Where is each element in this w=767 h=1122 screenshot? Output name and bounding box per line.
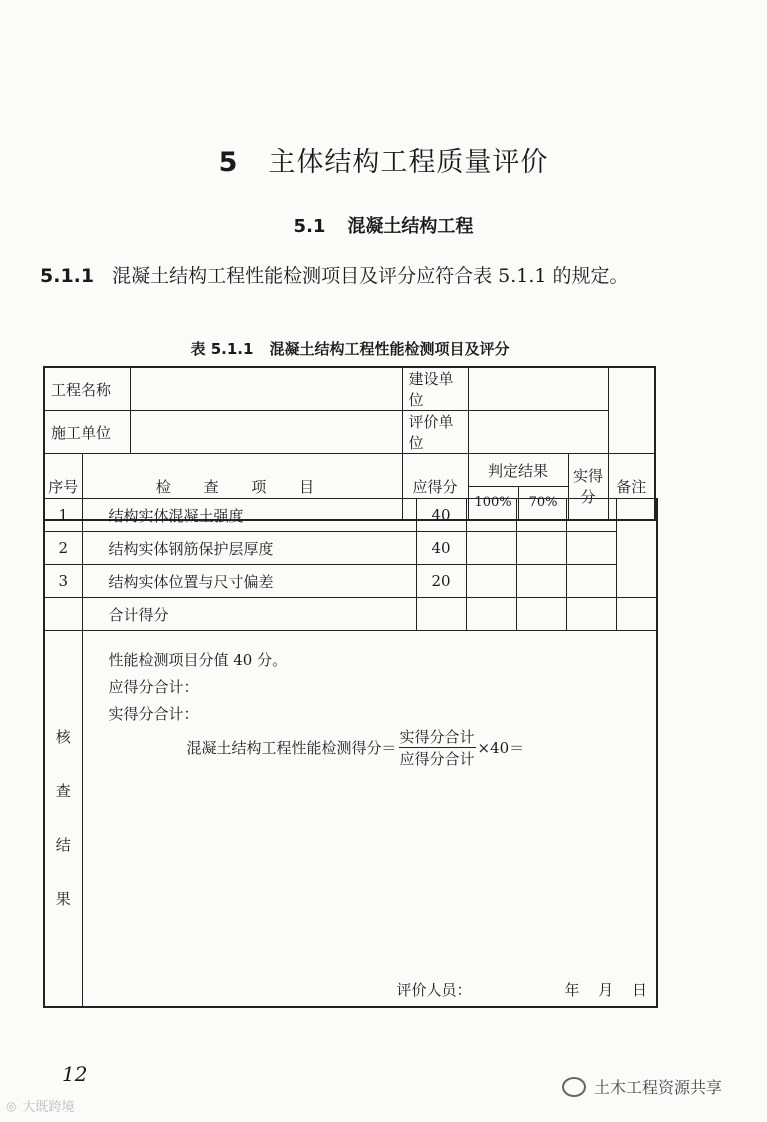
chapter-title: 主体结构工程质量评价 bbox=[268, 147, 549, 178]
table-row bbox=[44, 411, 655, 454]
row-score: 20 bbox=[416, 565, 466, 598]
evaluator-field[interactable] bbox=[468, 411, 608, 454]
score-formula bbox=[187, 726, 525, 769]
formula-fraction bbox=[399, 726, 476, 769]
total-remark-cell[interactable] bbox=[616, 598, 657, 631]
date-label: 年 月 日 bbox=[564, 981, 648, 999]
section-heading bbox=[0, 212, 767, 238]
constructor-field[interactable] bbox=[130, 411, 402, 454]
table-row bbox=[44, 565, 657, 598]
due-score-header: 应得分 bbox=[402, 454, 468, 520]
logo-icon: ◎ bbox=[6, 1098, 17, 1113]
total-pct100-cell[interactable] bbox=[466, 598, 516, 631]
row-item: 结构实体钢筋保护层厚度 bbox=[82, 532, 416, 565]
remark-header: 备注 bbox=[608, 454, 655, 520]
clause-text: 混凝土结构工程性能检测项目及评分应符合表 5.1.1 的规定。 bbox=[112, 265, 629, 287]
row-score: 40 bbox=[416, 499, 466, 532]
builder-label: 建设单位 bbox=[402, 367, 468, 411]
actual-score-header: 实得分 bbox=[568, 454, 608, 520]
row-pct70-cell[interactable] bbox=[516, 565, 566, 598]
row-seq: 1 bbox=[44, 499, 82, 532]
project-name-field[interactable] bbox=[130, 367, 402, 411]
total-label: 合计得分 bbox=[82, 598, 416, 631]
watermark-left-text: 大既跨境 bbox=[22, 1100, 75, 1115]
formula-rhs: ×40＝ bbox=[477, 739, 525, 757]
section-number: 5.1 bbox=[293, 216, 326, 237]
clause-5-1-1 bbox=[40, 260, 680, 292]
watermark-right-text: 土木工程资源共享 bbox=[594, 1078, 723, 1097]
item-header: 检 查 项 目 bbox=[82, 454, 402, 520]
judgement-header: 判定结果 bbox=[468, 454, 568, 487]
row-actual-cell[interactable] bbox=[566, 499, 616, 532]
review-content bbox=[82, 631, 657, 1007]
review-line-3: 实得分合计： bbox=[108, 705, 199, 723]
row-pct100-cell[interactable] bbox=[466, 532, 516, 565]
total-pct70-cell[interactable] bbox=[516, 598, 566, 631]
formula-lhs: 混凝土结构工程性能检测得分＝ bbox=[186, 739, 397, 757]
table-caption-number: 表 5.1.1 bbox=[190, 340, 254, 358]
evaluator-label: 评价单位 bbox=[402, 411, 468, 454]
formula-denominator: 应得分合计 bbox=[399, 750, 475, 768]
review-row bbox=[44, 631, 657, 1007]
table-row bbox=[44, 367, 655, 411]
page-number: 12 bbox=[62, 1062, 88, 1086]
formula-numerator: 实得分合计 bbox=[399, 728, 475, 746]
clause-number: 5.1.1 bbox=[40, 265, 95, 287]
row-remark-cell[interactable] bbox=[616, 499, 657, 598]
review-side-label bbox=[44, 631, 82, 1007]
review-char: 核 bbox=[55, 728, 71, 747]
seq-header: 序号 bbox=[44, 454, 82, 520]
total-seq-cell bbox=[44, 598, 82, 631]
chapter-number: 5 bbox=[218, 147, 239, 178]
builder-field[interactable] bbox=[468, 367, 608, 411]
row-pct70-cell[interactable] bbox=[516, 532, 566, 565]
evaluator-signature-label: 评价人员： bbox=[396, 981, 472, 999]
row-score: 40 bbox=[416, 532, 466, 565]
review-line-2: 应得分合计： bbox=[108, 678, 199, 696]
total-actual-cell[interactable] bbox=[566, 598, 616, 631]
table-row bbox=[44, 499, 657, 532]
project-name-label: 工程名称 bbox=[44, 367, 130, 411]
constructor-label: 施工单位 bbox=[44, 411, 130, 454]
table-row bbox=[44, 532, 657, 565]
evaluation-table-body bbox=[43, 498, 658, 1008]
review-char: 果 bbox=[55, 890, 71, 909]
watermark-left bbox=[6, 1096, 75, 1115]
table-header-row bbox=[44, 454, 655, 487]
table-caption-title: 混凝土结构工程性能检测项目及评分 bbox=[269, 340, 510, 358]
pct100-header: 100% bbox=[468, 487, 518, 520]
row-pct100-cell[interactable] bbox=[466, 565, 516, 598]
review-line-1: 性能检测项目分值 40 分。 bbox=[108, 651, 288, 669]
row-actual-cell[interactable] bbox=[566, 532, 616, 565]
row-item: 结构实体混凝土强度 bbox=[82, 499, 416, 532]
total-score-cell[interactable] bbox=[416, 598, 466, 631]
row-pct70-cell[interactable] bbox=[516, 499, 566, 532]
row-seq: 2 bbox=[44, 532, 82, 565]
row-seq: 3 bbox=[44, 565, 82, 598]
watermark-right bbox=[562, 1075, 722, 1098]
wechat-icon bbox=[562, 1077, 586, 1097]
section-title: 混凝土结构工程 bbox=[347, 216, 474, 237]
row-item: 结构实体位置与尺寸偏差 bbox=[82, 565, 416, 598]
table-caption bbox=[0, 338, 700, 359]
chapter-heading bbox=[0, 140, 767, 179]
review-char: 结 bbox=[55, 836, 71, 855]
row-actual-cell[interactable] bbox=[566, 565, 616, 598]
review-char: 查 bbox=[55, 782, 71, 801]
pct70-header: 70% bbox=[518, 487, 568, 520]
total-row bbox=[44, 598, 657, 631]
row-pct100-cell[interactable] bbox=[466, 499, 516, 532]
